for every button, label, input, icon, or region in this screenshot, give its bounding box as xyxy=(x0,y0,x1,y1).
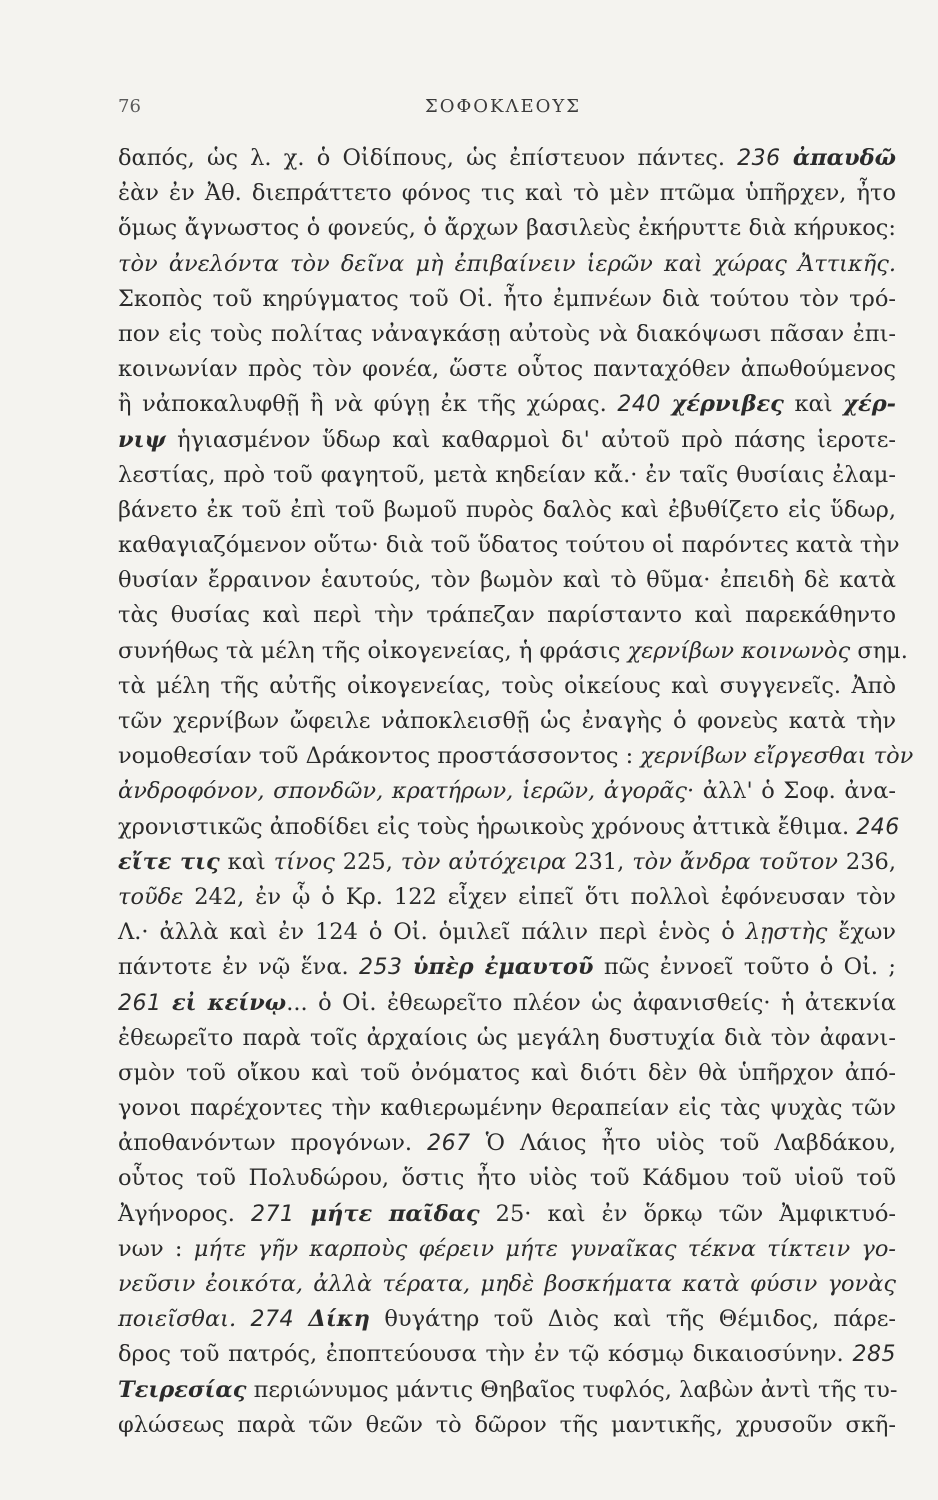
text-line xyxy=(118,1302,896,1337)
text-segment: νων : xyxy=(118,1235,194,1262)
text-line xyxy=(118,634,908,669)
line-reference-number: 253 xyxy=(359,955,403,981)
text-line xyxy=(118,423,896,458)
text-segment: ἔχων xyxy=(827,919,896,946)
text-segment: τὸν αὐτόχειρα xyxy=(400,848,567,875)
text-line xyxy=(118,1408,896,1443)
running-title: ΣΟΦΟΚΛΕΟΥΣ xyxy=(425,96,581,117)
text-segment: πον εἰς τοὺς πολίτας νἀναγκάσῃ αὐτοὺς νὰ διακόψωσι πᾶσαν ἐπι- xyxy=(118,320,896,347)
line-reference-number: 240 xyxy=(617,392,661,418)
text-line xyxy=(118,1337,896,1372)
text-segment: τοῦδε xyxy=(118,883,184,910)
text-line xyxy=(118,493,896,528)
text-segment: λεστίας, πρὸ τοῦ φαγητοῦ, μετὰ κηδείαν κἄ.· ἐν ταῖς θυσίαις ἐλαμ- xyxy=(118,461,896,488)
text-segment: τὸν ἄνδρα τοῦτον xyxy=(632,848,838,875)
text-line xyxy=(118,528,900,563)
text-segment: ἀποθανόντων προγόνων. xyxy=(118,1130,428,1157)
text-line xyxy=(118,880,896,915)
text-line xyxy=(118,774,896,809)
text-segment: τὸν ἀνελόντα τὸν δεῖνα μὴ ἐπιβαίνειν ἱερῶν καὶ χώρας Ἀττικῆς. xyxy=(118,250,896,277)
text-segment: κοινωνίαν πρὸς τὸν φονέα, ὥστε οὗτος πανταχόθεν ἀπωθούμενος xyxy=(118,356,896,383)
text-segment: 25· καὶ ἐν ὅρκῳ τῶν Ἀμφικτυό- xyxy=(479,1200,896,1227)
text-segment: χερνίβων κοινωνὸς xyxy=(627,637,851,664)
text-line xyxy=(118,669,896,704)
page-number: 76 xyxy=(118,96,141,117)
text-segment xyxy=(403,954,413,980)
text-segment: οὗτος τοῦ Πολυδώρου, ὅστις ἦτο υἱὸς τοῦ Κάδμου τοῦ υἱοῦ τοῦ xyxy=(118,1165,896,1192)
text-segment: πῶς ἐννοεῖ τοῦτο ὁ Οἰ. ; xyxy=(593,954,897,981)
text-segment: ἢ νἀποκαλυφθῇ ἢ νὰ φύγῃ ἐκ τῆς χώρας. xyxy=(118,391,618,418)
text-segment: Ὁ Λάιος ἦτο υἱὸς τοῦ Λαβδάκου, xyxy=(470,1130,896,1157)
text-line xyxy=(118,1126,896,1161)
text-segment: καὶ xyxy=(783,391,844,418)
text-segment: νομοθεσίαν τοῦ Δράκοντος προστάσσοντος : xyxy=(118,743,641,770)
text-segment: τίνος xyxy=(273,848,335,875)
text-line xyxy=(118,986,896,1021)
text-segment: φλώσεως παρὰ τῶν θεῶν τὸ δῶρον τῆς μαντικῆς, χρυσοῦν σκῆ- xyxy=(118,1411,896,1438)
lemma-text: εἰ κείνῳ xyxy=(171,989,287,1016)
text-line xyxy=(118,704,896,739)
text-segment: τῶν χερνίβων ὤφειλε νἀποκλεισθῇ ὡς ἐναγὴς ὁ φονεὺς κατὰ τὴν xyxy=(118,708,896,734)
text-segment: δρος τοῦ πατρός, ἐποπτεύουσα τὴν ἐν τῷ κόσμῳ δικαιοσύνην. xyxy=(118,1341,853,1368)
text-segment xyxy=(294,1201,310,1227)
text-segment: ἐθεωρεῖτο παρὰ τοῖς ἀρχαίοις ὡς μεγάλη δυστυχία διὰ τὸν ἀφανι- xyxy=(118,1024,896,1051)
text-segment: Λ.· ἀλλὰ καὶ ἐν 124 ὁ Οἰ. ὁμιλεῖ πάλιν περὶ ἑνὸς ὁ xyxy=(118,919,746,946)
text-line xyxy=(118,387,896,422)
text-line xyxy=(118,1091,896,1126)
text-segment: τὰ μέλη τῆς αὐτῆς οἰκογενείας, τοὺς οἰκείους καὶ συγγενεῖς. Ἀπὸ xyxy=(118,672,896,699)
lemma-text: ὑπὲρ ἐμαυτοῦ xyxy=(412,954,594,981)
text-segment: περιώνυμος μάντις Θηβαῖος τυφλός, λαβὼν ἀντὶ τῆς τυ- xyxy=(246,1376,898,1403)
text-line xyxy=(118,247,896,282)
text-segment: ἡγιασμένον ὕδωρ καὶ καθαρμοὶ δι' αὐτοῦ πρὸ πάσης ἱεροτε- xyxy=(165,426,896,453)
text-segment: ὅμως ἄγνωστος ὁ φονεύς, ὁ ἄρχων βασιλεὺς ἐκήρυττε διὰ κήρυκος: xyxy=(118,215,896,242)
text-line xyxy=(118,1161,896,1196)
text-segment: δαπός, ὡς λ. χ. ὁ Οἰδίπους, ὡς ἐπίστευον πάντες. xyxy=(118,145,738,171)
page-header xyxy=(118,96,888,126)
lemma-text: χέρ- xyxy=(843,391,896,418)
commentary-text xyxy=(118,141,914,1443)
text-line xyxy=(118,211,896,246)
text-segment xyxy=(236,1306,250,1332)
text-line xyxy=(118,141,896,176)
text-segment: θυσίαν ἔρραινον ἑαυτούς, τὸν βωμὸν καὶ τὸ θῦμα· ἐπειδὴ δὲ κατὰ xyxy=(118,567,896,594)
text-segment: πάντοτε ἐν νῷ ἕνα. xyxy=(118,954,360,981)
text-line xyxy=(118,1373,896,1408)
text-line xyxy=(118,458,896,493)
text-line xyxy=(118,739,914,774)
line-reference-number: 271 xyxy=(250,1201,295,1227)
line-reference-number: 267 xyxy=(427,1131,471,1157)
text-segment: χρονιστικῶς ἀποδίδει εἰς τοὺς ἡρωικοὺς χρόνους ἀττικὰ ἔθιμα. xyxy=(118,813,857,840)
text-segment: χερνίβων εἴργεσθαι τὸν xyxy=(640,743,914,770)
text-segment: σημ. xyxy=(850,637,908,664)
text-segment: τὰς θυσίας καὶ περὶ τὴν τράπεζαν παρίσταντο καὶ παρεκάθηντο xyxy=(118,602,896,629)
text-line xyxy=(118,1056,896,1091)
text-segment: Ἀγήνορος. xyxy=(118,1200,251,1227)
text-segment xyxy=(661,391,672,417)
text-segment: Σκοπὸς τοῦ κηρύγματος τοῦ Οἰ. ἦτο ἐμπνέων διὰ τούτου τὸν τρό- xyxy=(118,285,896,312)
lemma-text: Τειρεσίας xyxy=(118,1376,247,1403)
text-segment: καὶ xyxy=(219,848,274,875)
text-line xyxy=(118,810,900,845)
text-segment: ἀνδροφόνον, σπονδῶν, κρατήρων, ἱερῶν, ἀγορᾶς· xyxy=(118,778,695,805)
text-segment xyxy=(162,990,172,1016)
lemma-text: εἴτε τις xyxy=(118,848,220,875)
text-line xyxy=(118,1197,896,1232)
text-segment: νεῦσιν ἐοικότα, ἀλλὰ τέρατα, μηδὲ βοσκήματα κατὰ φύσιν γονὰς xyxy=(118,1271,896,1297)
lemma-text: ἀπαυδῶ xyxy=(792,145,897,171)
text-segment xyxy=(294,1306,308,1332)
line-reference-number: 236 xyxy=(737,146,781,171)
text-line xyxy=(118,845,896,880)
text-segment: 236, xyxy=(837,848,896,875)
text-line xyxy=(118,598,896,633)
text-segment: ἐὰν ἐν Ἀθ. διεπράττετο φόνος τις καὶ τὸ μὲν πτῶμα ὑπῆρχεν, ἦτο xyxy=(118,180,896,207)
text-segment: σμὸν τοῦ οἴκου καὶ τοῦ ὀνόματος καὶ διότι δὲν θὰ ὑπῆρχον ἀπό- xyxy=(118,1059,896,1086)
text-segment: θυγάτηρ τοῦ Διὸς καὶ τῆς Θέμιδος, πάρε- xyxy=(369,1306,897,1333)
text-segment: γονοι παρέχοντες τὴν καθιερωμένην θεραπείαν εἰς τὰς ψυχὰς τῶν xyxy=(118,1095,896,1122)
text-segment: καθαγιαζόμενον οὕτω· διὰ τοῦ ὕδατος τούτου οἱ παρόντες κατὰ τὴν xyxy=(118,532,900,559)
text-segment: 225, xyxy=(334,848,401,875)
text-segment: ποιεῖσθαι. xyxy=(118,1306,237,1333)
line-reference-number: 261 xyxy=(118,990,162,1016)
lemma-text: χέρνιβες xyxy=(671,391,784,418)
text-segment: 242, ἐν ᾧ ὁ Κρ. 122 εἶχεν εἰπεῖ ὅτι πολλοὶ ἐφόνευσαν τὸν xyxy=(183,883,896,910)
text-segment: συνήθως τὰ μέλη τῆς οἰκογενείας, ἡ φράσις xyxy=(118,637,628,664)
lemma-text: μήτε παῖδας xyxy=(310,1200,480,1227)
text-line xyxy=(118,915,896,950)
line-reference-number: 274 xyxy=(250,1307,295,1333)
text-segment xyxy=(781,145,793,171)
line-reference-number: 285 xyxy=(852,1342,896,1368)
text-line xyxy=(118,176,896,211)
text-line xyxy=(118,317,896,352)
lemma-text: Δίκη xyxy=(308,1306,370,1333)
text-segment: ἀλλ' ὁ Σοφ. ἀνα- xyxy=(694,778,896,805)
line-reference-number: 246 xyxy=(856,814,900,840)
text-segment: βάνετο ἐκ τοῦ ἐπὶ τοῦ βωμοῦ πυρὸς δαλὸς καὶ ἐβυθίζετο εἰς ὕδωρ, xyxy=(118,496,896,523)
text-segment: λῃστὴς xyxy=(745,919,828,946)
text-segment: 231, xyxy=(566,848,633,875)
text-line xyxy=(118,950,896,985)
text-line xyxy=(118,1021,896,1056)
text-line xyxy=(118,563,896,598)
text-line xyxy=(118,1232,896,1267)
text-segment: ... ὁ Οἰ. ἐθεωρεῖτο πλέον ὡς ἀφανισθείς· ἡ ἀτεκνία xyxy=(286,989,896,1016)
text-line xyxy=(118,282,896,317)
text-segment: μήτε γῆν καρποὺς φέρειν μήτε γυναῖκας τέκνα τίκτειν γο- xyxy=(193,1235,896,1262)
text-line xyxy=(118,1267,896,1302)
lemma-text: νιψ xyxy=(118,426,166,453)
text-line xyxy=(118,352,896,387)
